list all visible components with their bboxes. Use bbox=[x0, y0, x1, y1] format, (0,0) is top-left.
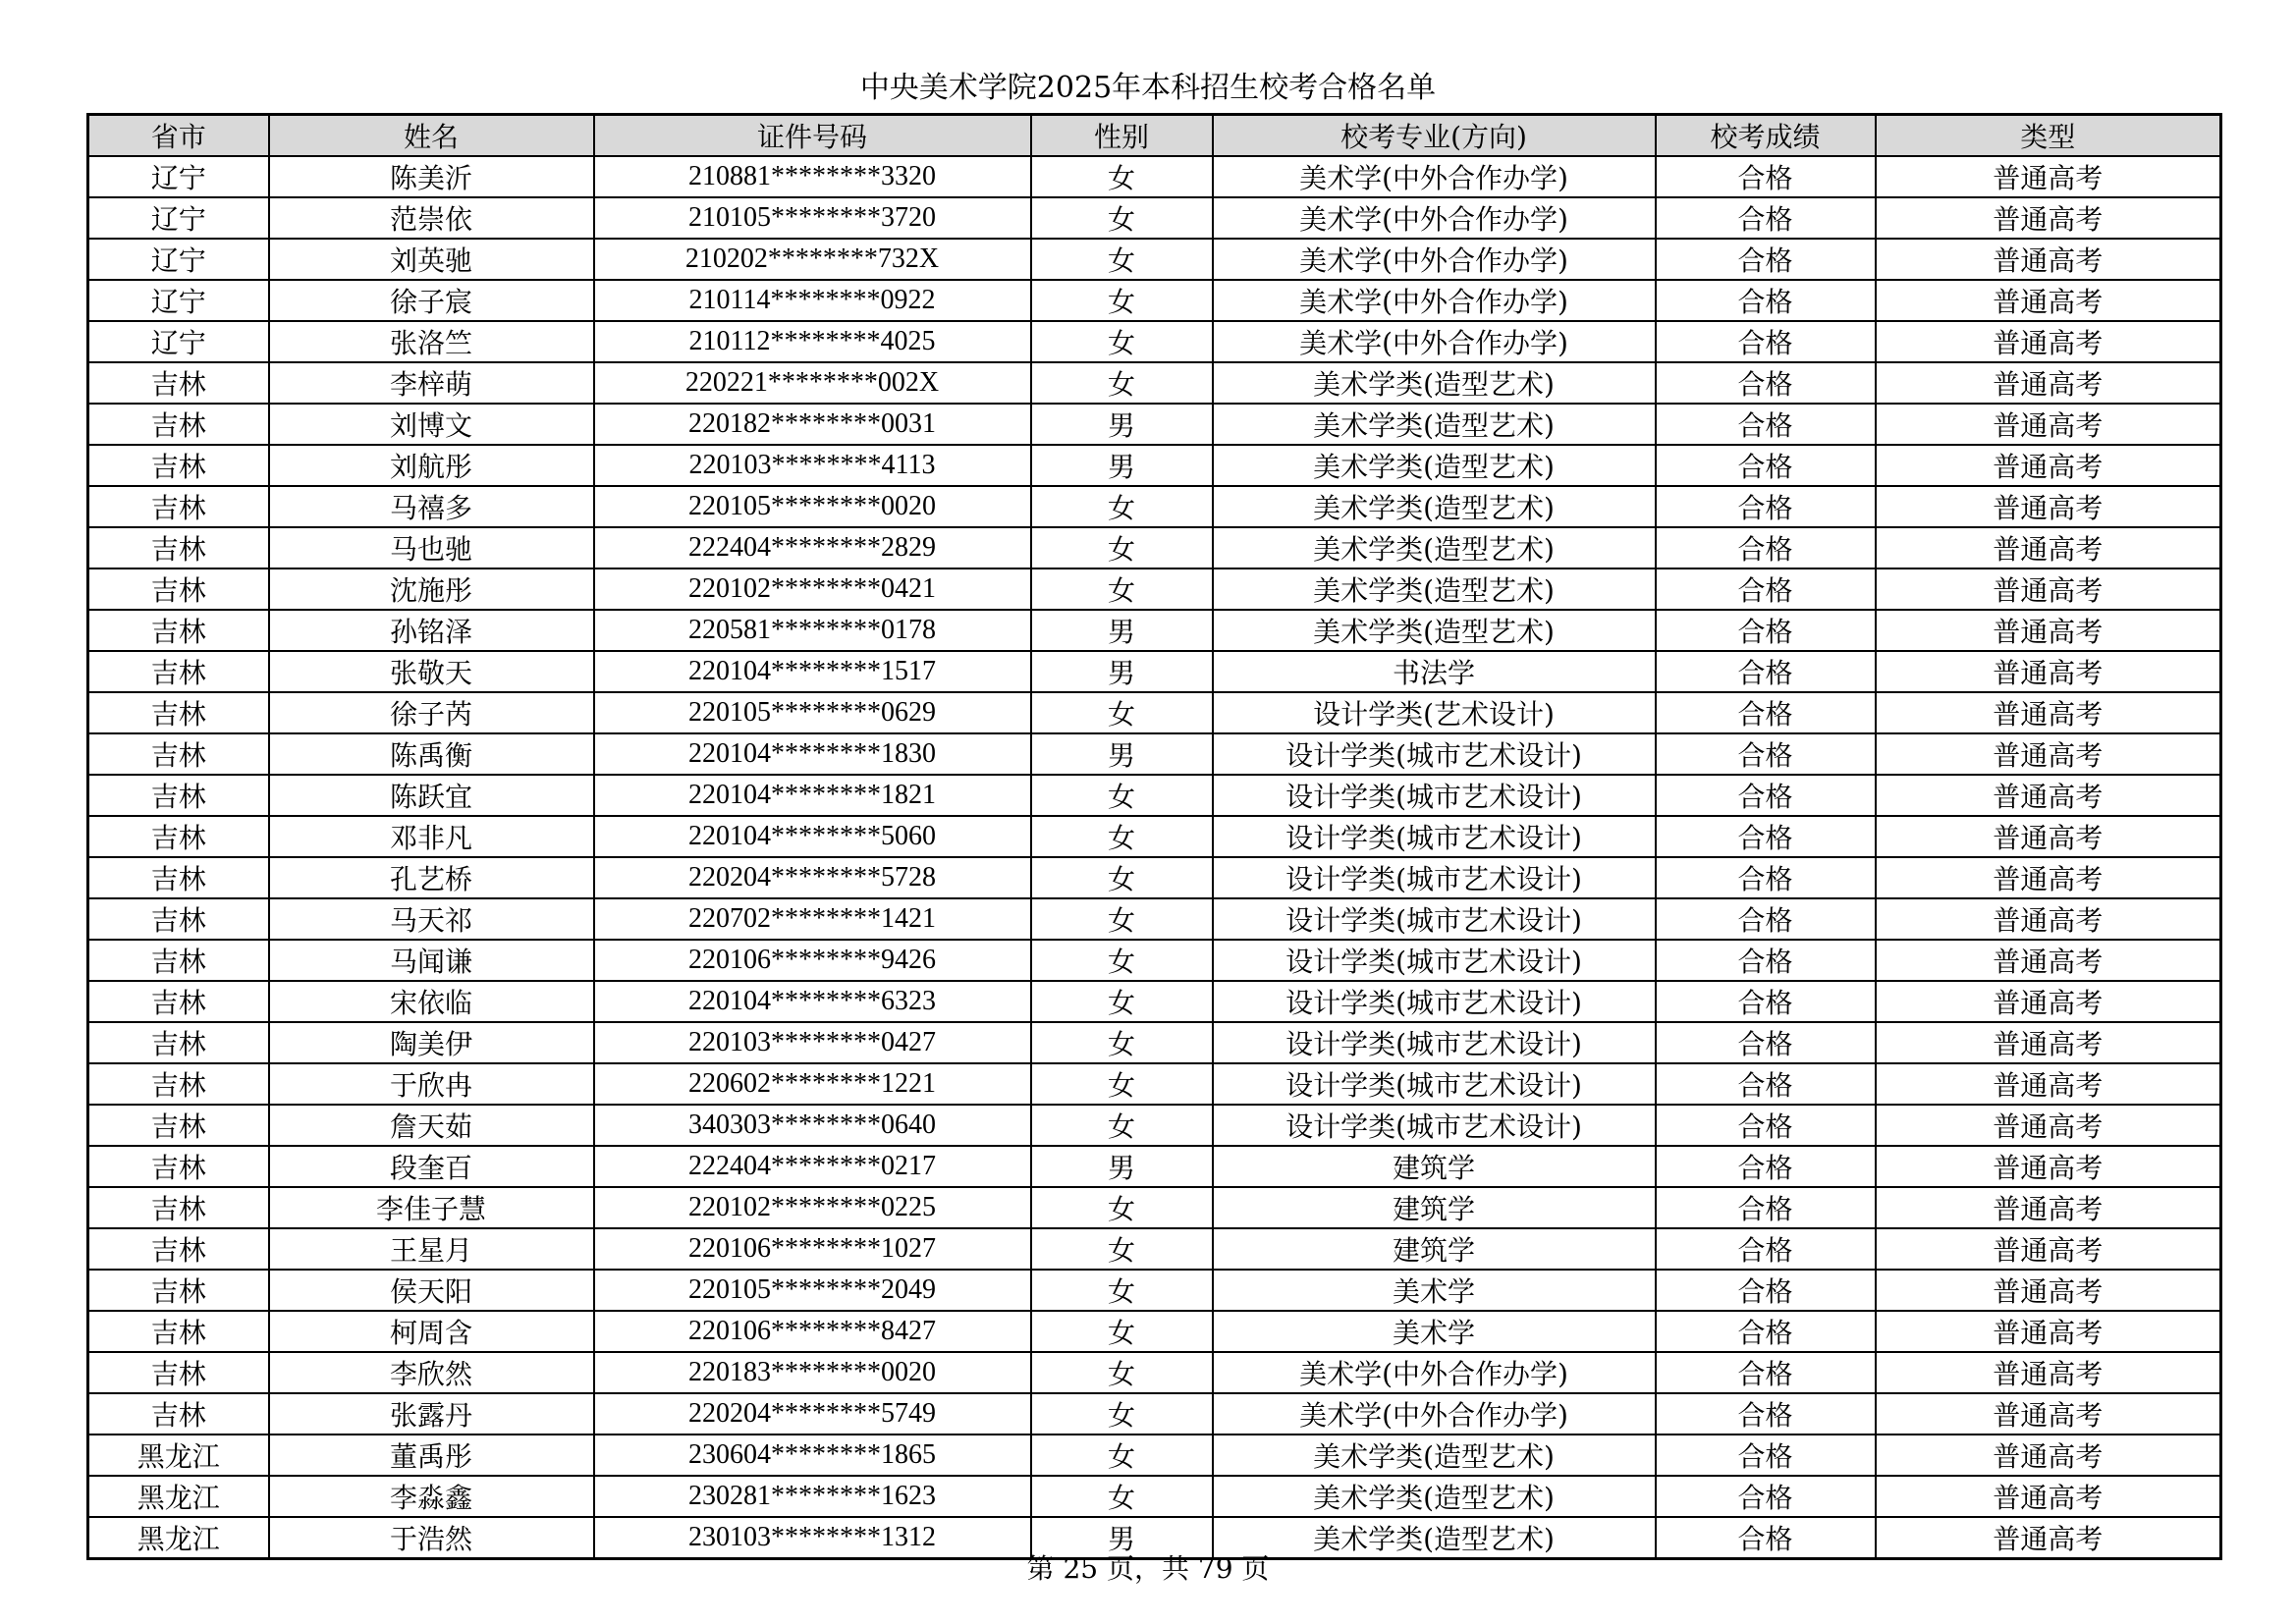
cell-major: 美术学(中外合作办学) bbox=[1213, 239, 1656, 280]
cell-major: 设计学类(城市艺术设计) bbox=[1213, 1063, 1656, 1105]
table-row bbox=[88, 445, 2221, 486]
cell-province: 吉林 bbox=[88, 898, 269, 940]
cell-id-number: 220106********1027 bbox=[594, 1228, 1031, 1270]
table-row bbox=[88, 1476, 2221, 1517]
cell-type: 普通高考 bbox=[1876, 940, 2221, 981]
cell-province: 吉林 bbox=[88, 651, 269, 692]
cell-major: 设计学类(城市艺术设计) bbox=[1213, 857, 1656, 898]
cell-type: 普通高考 bbox=[1876, 1476, 2221, 1517]
cell-result: 合格 bbox=[1656, 1435, 1876, 1476]
cell-id-number: 220103********0427 bbox=[594, 1022, 1031, 1063]
cell-type: 普通高考 bbox=[1876, 651, 2221, 692]
cell-name: 宋依临 bbox=[269, 981, 594, 1022]
cell-id-number: 220204********5749 bbox=[594, 1393, 1031, 1435]
cell-gender: 男 bbox=[1031, 651, 1213, 692]
cell-province: 吉林 bbox=[88, 940, 269, 981]
cell-province: 黑龙江 bbox=[88, 1517, 269, 1559]
table-row bbox=[88, 1146, 2221, 1187]
cell-gender: 女 bbox=[1031, 1352, 1213, 1393]
cell-name: 李欣然 bbox=[269, 1352, 594, 1393]
cell-gender: 女 bbox=[1031, 280, 1213, 321]
cell-id-number: 220105********0020 bbox=[594, 486, 1031, 527]
cell-result: 合格 bbox=[1656, 1311, 1876, 1352]
cell-major: 美术学(中外合作办学) bbox=[1213, 321, 1656, 362]
cell-province: 吉林 bbox=[88, 981, 269, 1022]
table-row bbox=[88, 981, 2221, 1022]
cell-type: 普通高考 bbox=[1876, 1517, 2221, 1559]
cell-id-number: 220104********6323 bbox=[594, 981, 1031, 1022]
cell-gender: 女 bbox=[1031, 486, 1213, 527]
table-row bbox=[88, 1022, 2221, 1063]
cell-type: 普通高考 bbox=[1876, 1022, 2221, 1063]
cell-name: 于浩然 bbox=[269, 1517, 594, 1559]
cell-result: 合格 bbox=[1656, 1228, 1876, 1270]
cell-id-number: 220204********5728 bbox=[594, 857, 1031, 898]
cell-major: 美术学类(造型艺术) bbox=[1213, 486, 1656, 527]
column-header-gender: 性别 bbox=[1031, 115, 1213, 157]
cell-province: 吉林 bbox=[88, 1063, 269, 1105]
cell-id-number: 220104********1821 bbox=[594, 775, 1031, 816]
table-row bbox=[88, 857, 2221, 898]
column-header-result: 校考成绩 bbox=[1656, 115, 1876, 157]
cell-province: 辽宁 bbox=[88, 156, 269, 197]
table-row bbox=[88, 1435, 2221, 1476]
table-header-row bbox=[88, 115, 2221, 157]
cell-gender: 女 bbox=[1031, 568, 1213, 610]
cell-gender: 女 bbox=[1031, 239, 1213, 280]
cell-id-number: 220104********1517 bbox=[594, 651, 1031, 692]
cell-type: 普通高考 bbox=[1876, 981, 2221, 1022]
cell-gender: 女 bbox=[1031, 321, 1213, 362]
cell-result: 合格 bbox=[1656, 1022, 1876, 1063]
cell-type: 普通高考 bbox=[1876, 1270, 2221, 1311]
table-row bbox=[88, 775, 2221, 816]
cell-gender: 女 bbox=[1031, 156, 1213, 197]
cell-major: 设计学类(城市艺术设计) bbox=[1213, 981, 1656, 1022]
cell-gender: 男 bbox=[1031, 1146, 1213, 1187]
column-header-major: 校考专业(方向) bbox=[1213, 115, 1656, 157]
cell-province: 吉林 bbox=[88, 692, 269, 733]
cell-result: 合格 bbox=[1656, 1517, 1876, 1559]
cell-id-number: 220105********0629 bbox=[594, 692, 1031, 733]
cell-result: 合格 bbox=[1656, 981, 1876, 1022]
cell-name: 侯天阳 bbox=[269, 1270, 594, 1311]
cell-province: 吉林 bbox=[88, 1105, 269, 1146]
cell-id-number: 220183********0020 bbox=[594, 1352, 1031, 1393]
cell-major: 设计学类(艺术设计) bbox=[1213, 692, 1656, 733]
cell-name: 孔艺桥 bbox=[269, 857, 594, 898]
cell-major: 美术学(中外合作办学) bbox=[1213, 1352, 1656, 1393]
cell-major: 设计学类(城市艺术设计) bbox=[1213, 775, 1656, 816]
cell-major: 美术学(中外合作办学) bbox=[1213, 280, 1656, 321]
table-row bbox=[88, 239, 2221, 280]
cell-type: 普通高考 bbox=[1876, 362, 2221, 404]
cell-type: 普通高考 bbox=[1876, 156, 2221, 197]
table-row bbox=[88, 280, 2221, 321]
cell-type: 普通高考 bbox=[1876, 775, 2221, 816]
cell-gender: 女 bbox=[1031, 775, 1213, 816]
cell-gender: 女 bbox=[1031, 1270, 1213, 1311]
cell-name: 刘英驰 bbox=[269, 239, 594, 280]
cell-id-number: 210202********732X bbox=[594, 239, 1031, 280]
cell-major: 美术学类(造型艺术) bbox=[1213, 1476, 1656, 1517]
cell-major: 美术学类(造型艺术) bbox=[1213, 404, 1656, 445]
cell-type: 普通高考 bbox=[1876, 1228, 2221, 1270]
cell-type: 普通高考 bbox=[1876, 692, 2221, 733]
cell-type: 普通高考 bbox=[1876, 1187, 2221, 1228]
cell-province: 吉林 bbox=[88, 1311, 269, 1352]
table-row bbox=[88, 197, 2221, 239]
cell-id-number: 210105********3720 bbox=[594, 197, 1031, 239]
cell-province: 辽宁 bbox=[88, 239, 269, 280]
cell-gender: 女 bbox=[1031, 527, 1213, 568]
cell-major: 美术学类(造型艺术) bbox=[1213, 610, 1656, 651]
cell-result: 合格 bbox=[1656, 280, 1876, 321]
cell-name: 王星月 bbox=[269, 1228, 594, 1270]
cell-name: 徐子芮 bbox=[269, 692, 594, 733]
table-row bbox=[88, 568, 2221, 610]
cell-id-number: 210112********4025 bbox=[594, 321, 1031, 362]
cell-name: 李梓萌 bbox=[269, 362, 594, 404]
table-row bbox=[88, 1352, 2221, 1393]
cell-type: 普通高考 bbox=[1876, 1352, 2221, 1393]
cell-province: 吉林 bbox=[88, 404, 269, 445]
cell-result: 合格 bbox=[1656, 1352, 1876, 1393]
cell-major: 设计学类(城市艺术设计) bbox=[1213, 1022, 1656, 1063]
cell-result: 合格 bbox=[1656, 527, 1876, 568]
cell-type: 普通高考 bbox=[1876, 321, 2221, 362]
column-header-province: 省市 bbox=[88, 115, 269, 157]
cell-gender: 女 bbox=[1031, 1435, 1213, 1476]
cell-id-number: 220221********002X bbox=[594, 362, 1031, 404]
table-row bbox=[88, 321, 2221, 362]
cell-id-number: 220106********9426 bbox=[594, 940, 1031, 981]
cell-gender: 女 bbox=[1031, 898, 1213, 940]
cell-gender: 女 bbox=[1031, 940, 1213, 981]
cell-result: 合格 bbox=[1656, 1063, 1876, 1105]
cell-province: 辽宁 bbox=[88, 197, 269, 239]
cell-id-number: 222404********0217 bbox=[594, 1146, 1031, 1187]
cell-result: 合格 bbox=[1656, 775, 1876, 816]
cell-name: 于欣冉 bbox=[269, 1063, 594, 1105]
cell-province: 吉林 bbox=[88, 1393, 269, 1435]
cell-name: 张洛竺 bbox=[269, 321, 594, 362]
cell-gender: 女 bbox=[1031, 362, 1213, 404]
cell-name: 刘航彤 bbox=[269, 445, 594, 486]
cell-name: 张露丹 bbox=[269, 1393, 594, 1435]
table-row bbox=[88, 362, 2221, 404]
cell-id-number: 230103********1312 bbox=[594, 1517, 1031, 1559]
cell-result: 合格 bbox=[1656, 1270, 1876, 1311]
cell-id-number: 340303********0640 bbox=[594, 1105, 1031, 1146]
cell-major: 美术学类(造型艺术) bbox=[1213, 362, 1656, 404]
cell-gender: 女 bbox=[1031, 1476, 1213, 1517]
cell-result: 合格 bbox=[1656, 156, 1876, 197]
cell-name: 柯周含 bbox=[269, 1311, 594, 1352]
cell-name: 邓非凡 bbox=[269, 816, 594, 857]
cell-type: 普通高考 bbox=[1876, 280, 2221, 321]
cell-type: 普通高考 bbox=[1876, 1311, 2221, 1352]
cell-gender: 男 bbox=[1031, 404, 1213, 445]
cell-gender: 女 bbox=[1031, 1105, 1213, 1146]
cell-province: 吉林 bbox=[88, 568, 269, 610]
cell-result: 合格 bbox=[1656, 1393, 1876, 1435]
cell-major: 美术学类(造型艺术) bbox=[1213, 568, 1656, 610]
cell-gender: 男 bbox=[1031, 445, 1213, 486]
cell-type: 普通高考 bbox=[1876, 404, 2221, 445]
cell-id-number: 210881********3320 bbox=[594, 156, 1031, 197]
cell-type: 普通高考 bbox=[1876, 445, 2221, 486]
cell-result: 合格 bbox=[1656, 733, 1876, 775]
cell-name: 张敬天 bbox=[269, 651, 594, 692]
cell-id-number: 220104********5060 bbox=[594, 816, 1031, 857]
cell-id-number: 220103********4113 bbox=[594, 445, 1031, 486]
cell-province: 吉林 bbox=[88, 1187, 269, 1228]
cell-result: 合格 bbox=[1656, 445, 1876, 486]
cell-id-number: 230281********1623 bbox=[594, 1476, 1031, 1517]
cell-id-number: 220102********0225 bbox=[594, 1187, 1031, 1228]
table-row bbox=[88, 692, 2221, 733]
table-row bbox=[88, 1393, 2221, 1435]
cell-major: 美术学(中外合作办学) bbox=[1213, 197, 1656, 239]
cell-type: 普通高考 bbox=[1876, 898, 2221, 940]
cell-id-number: 220105********2049 bbox=[594, 1270, 1031, 1311]
cell-name: 陈美沂 bbox=[269, 156, 594, 197]
document-title: 中央美术学院2025年本科招生校考合格名单 bbox=[859, 71, 1437, 105]
cell-type: 普通高考 bbox=[1876, 733, 2221, 775]
cell-result: 合格 bbox=[1656, 321, 1876, 362]
column-header-id-number: 证件号码 bbox=[594, 115, 1031, 157]
cell-major: 书法学 bbox=[1213, 651, 1656, 692]
cell-major: 设计学类(城市艺术设计) bbox=[1213, 816, 1656, 857]
cell-result: 合格 bbox=[1656, 239, 1876, 280]
cell-id-number: 210114********0922 bbox=[594, 280, 1031, 321]
cell-id-number: 222404********2829 bbox=[594, 527, 1031, 568]
table-row bbox=[88, 1105, 2221, 1146]
cell-province: 吉林 bbox=[88, 733, 269, 775]
table-row bbox=[88, 651, 2221, 692]
cell-type: 普通高考 bbox=[1876, 486, 2221, 527]
cell-major: 建筑学 bbox=[1213, 1228, 1656, 1270]
cell-major: 建筑学 bbox=[1213, 1187, 1656, 1228]
cell-name: 孙铭泽 bbox=[269, 610, 594, 651]
table-row bbox=[88, 404, 2221, 445]
cell-gender: 女 bbox=[1031, 1063, 1213, 1105]
cell-name: 马也驰 bbox=[269, 527, 594, 568]
cell-major: 美术学(中外合作办学) bbox=[1213, 1393, 1656, 1435]
cell-type: 普通高考 bbox=[1876, 527, 2221, 568]
cell-type: 普通高考 bbox=[1876, 568, 2221, 610]
cell-province: 吉林 bbox=[88, 1022, 269, 1063]
cell-province: 辽宁 bbox=[88, 321, 269, 362]
cell-result: 合格 bbox=[1656, 898, 1876, 940]
cell-major: 美术学类(造型艺术) bbox=[1213, 1435, 1656, 1476]
cell-id-number: 220104********1830 bbox=[594, 733, 1031, 775]
cell-major: 美术学类(造型艺术) bbox=[1213, 445, 1656, 486]
cell-result: 合格 bbox=[1656, 1105, 1876, 1146]
cell-name: 范崇依 bbox=[269, 197, 594, 239]
cell-id-number: 220102********0421 bbox=[594, 568, 1031, 610]
cell-name: 马天祁 bbox=[269, 898, 594, 940]
column-header-name: 姓名 bbox=[269, 115, 594, 157]
cell-result: 合格 bbox=[1656, 857, 1876, 898]
cell-gender: 女 bbox=[1031, 1228, 1213, 1270]
cell-type: 普通高考 bbox=[1876, 857, 2221, 898]
cell-gender: 女 bbox=[1031, 857, 1213, 898]
table-row bbox=[88, 156, 2221, 197]
cell-gender: 女 bbox=[1031, 981, 1213, 1022]
cell-province: 吉林 bbox=[88, 775, 269, 816]
cell-type: 普通高考 bbox=[1876, 1146, 2221, 1187]
cell-major: 设计学类(城市艺术设计) bbox=[1213, 940, 1656, 981]
cell-province: 吉林 bbox=[88, 1270, 269, 1311]
cell-id-number: 220581********0178 bbox=[594, 610, 1031, 651]
table-row bbox=[88, 1228, 2221, 1270]
table-row bbox=[88, 898, 2221, 940]
cell-province: 吉林 bbox=[88, 816, 269, 857]
cell-province: 黑龙江 bbox=[88, 1476, 269, 1517]
cell-province: 辽宁 bbox=[88, 280, 269, 321]
cell-result: 合格 bbox=[1656, 486, 1876, 527]
cell-id-number: 220182********0031 bbox=[594, 404, 1031, 445]
cell-result: 合格 bbox=[1656, 1146, 1876, 1187]
cell-province: 黑龙江 bbox=[88, 1435, 269, 1476]
page-number-footer: 第 25 页，共 79 页 bbox=[1026, 1552, 1270, 1585]
cell-gender: 女 bbox=[1031, 816, 1213, 857]
cell-name: 董禹彤 bbox=[269, 1435, 594, 1476]
cell-result: 合格 bbox=[1656, 816, 1876, 857]
table-row bbox=[88, 940, 2221, 981]
cell-major: 建筑学 bbox=[1213, 1146, 1656, 1187]
cell-major: 美术学(中外合作办学) bbox=[1213, 156, 1656, 197]
cell-major: 设计学类(城市艺术设计) bbox=[1213, 898, 1656, 940]
cell-name: 马闻谦 bbox=[269, 940, 594, 981]
table-row bbox=[88, 1187, 2221, 1228]
cell-type: 普通高考 bbox=[1876, 1393, 2221, 1435]
cell-type: 普通高考 bbox=[1876, 197, 2221, 239]
table-row bbox=[88, 1311, 2221, 1352]
cell-result: 合格 bbox=[1656, 940, 1876, 981]
cell-result: 合格 bbox=[1656, 362, 1876, 404]
cell-gender: 男 bbox=[1031, 610, 1213, 651]
cell-id-number: 220702********1421 bbox=[594, 898, 1031, 940]
cell-province: 吉林 bbox=[88, 610, 269, 651]
column-header-type: 类型 bbox=[1876, 115, 2221, 157]
cell-type: 普通高考 bbox=[1876, 239, 2221, 280]
table-row bbox=[88, 733, 2221, 775]
cell-major: 美术学类(造型艺术) bbox=[1213, 1517, 1656, 1559]
cell-type: 普通高考 bbox=[1876, 1435, 2221, 1476]
cell-result: 合格 bbox=[1656, 1187, 1876, 1228]
cell-province: 吉林 bbox=[88, 527, 269, 568]
cell-province: 吉林 bbox=[88, 1352, 269, 1393]
cell-type: 普通高考 bbox=[1876, 1105, 2221, 1146]
table-row bbox=[88, 1063, 2221, 1105]
table-body bbox=[88, 156, 2221, 1559]
cell-name: 陈禹衡 bbox=[269, 733, 594, 775]
cell-major: 美术学 bbox=[1213, 1270, 1656, 1311]
cell-result: 合格 bbox=[1656, 197, 1876, 239]
cell-province: 吉林 bbox=[88, 362, 269, 404]
cell-province: 吉林 bbox=[88, 486, 269, 527]
cell-result: 合格 bbox=[1656, 404, 1876, 445]
table-row bbox=[88, 610, 2221, 651]
cell-gender: 男 bbox=[1031, 1517, 1213, 1559]
cell-gender: 女 bbox=[1031, 692, 1213, 733]
cell-result: 合格 bbox=[1656, 568, 1876, 610]
cell-result: 合格 bbox=[1656, 1476, 1876, 1517]
table-row bbox=[88, 527, 2221, 568]
cell-major: 设计学类(城市艺术设计) bbox=[1213, 733, 1656, 775]
table-row bbox=[88, 1270, 2221, 1311]
cell-gender: 女 bbox=[1031, 197, 1213, 239]
cell-id-number: 220106********8427 bbox=[594, 1311, 1031, 1352]
cell-name: 马禧多 bbox=[269, 486, 594, 527]
cell-gender: 男 bbox=[1031, 733, 1213, 775]
cell-name: 李淼鑫 bbox=[269, 1476, 594, 1517]
cell-name: 刘博文 bbox=[269, 404, 594, 445]
cell-name: 段奎百 bbox=[269, 1146, 594, 1187]
cell-gender: 女 bbox=[1031, 1022, 1213, 1063]
table-row bbox=[88, 486, 2221, 527]
cell-province: 吉林 bbox=[88, 445, 269, 486]
cell-name: 詹天茹 bbox=[269, 1105, 594, 1146]
cell-major: 美术学 bbox=[1213, 1311, 1656, 1352]
cell-type: 普通高考 bbox=[1876, 610, 2221, 651]
cell-result: 合格 bbox=[1656, 651, 1876, 692]
admission-list-table bbox=[86, 113, 2222, 1560]
cell-name: 陈跃宜 bbox=[269, 775, 594, 816]
cell-id-number: 220602********1221 bbox=[594, 1063, 1031, 1105]
cell-province: 吉林 bbox=[88, 1146, 269, 1187]
cell-gender: 女 bbox=[1031, 1311, 1213, 1352]
cell-name: 陶美伊 bbox=[269, 1022, 594, 1063]
cell-province: 吉林 bbox=[88, 857, 269, 898]
cell-name: 沈施彤 bbox=[269, 568, 594, 610]
cell-gender: 女 bbox=[1031, 1187, 1213, 1228]
cell-major: 美术学类(造型艺术) bbox=[1213, 527, 1656, 568]
cell-gender: 女 bbox=[1031, 1393, 1213, 1435]
cell-id-number: 230604********1865 bbox=[594, 1435, 1031, 1476]
cell-name: 李佳子慧 bbox=[269, 1187, 594, 1228]
cell-result: 合格 bbox=[1656, 610, 1876, 651]
cell-province: 吉林 bbox=[88, 1228, 269, 1270]
cell-type: 普通高考 bbox=[1876, 1063, 2221, 1105]
cell-name: 徐子宸 bbox=[269, 280, 594, 321]
cell-result: 合格 bbox=[1656, 692, 1876, 733]
cell-type: 普通高考 bbox=[1876, 816, 2221, 857]
table-row bbox=[88, 816, 2221, 857]
cell-major: 设计学类(城市艺术设计) bbox=[1213, 1105, 1656, 1146]
